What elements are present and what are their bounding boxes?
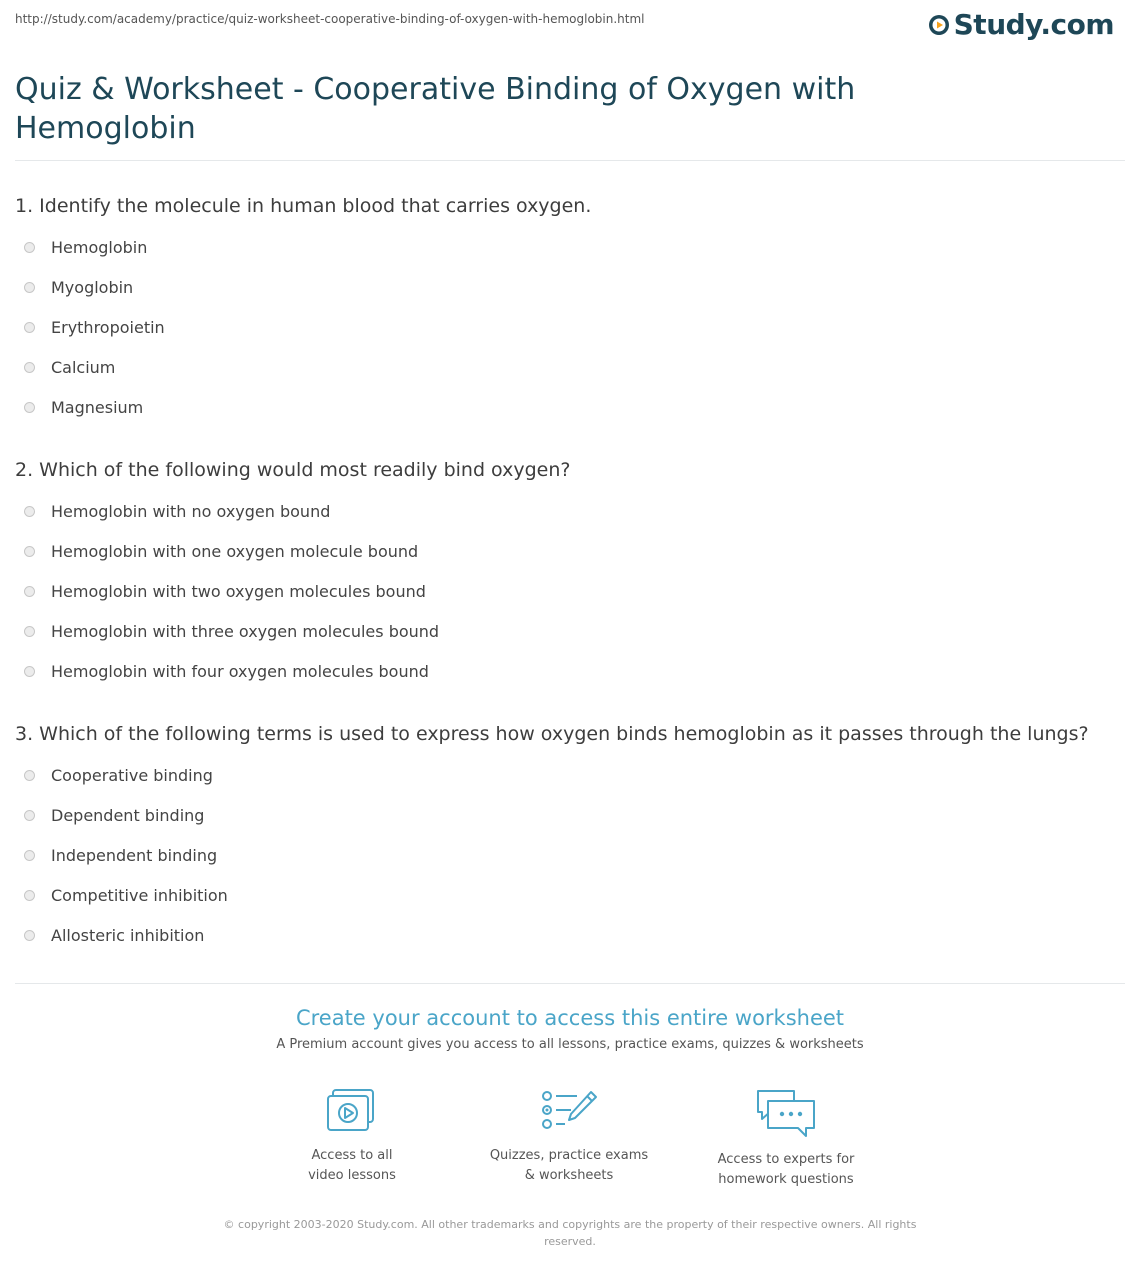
radio-button[interactable] — [24, 506, 35, 517]
radio-button[interactable] — [24, 810, 35, 821]
answer-list — [15, 227, 1135, 427]
answer-option[interactable] — [15, 651, 1135, 691]
study-logo[interactable] — [928, 8, 1114, 41]
answer-label: Dependent binding — [51, 805, 205, 825]
answer-label: Hemoglobin with four oxygen molecules bound — [51, 661, 429, 681]
answer-list — [15, 491, 1135, 691]
answer-option[interactable] — [15, 491, 1135, 531]
answer-option[interactable] — [15, 571, 1135, 611]
play-logo-icon — [928, 14, 950, 36]
page-url: http://study.com/academy/practice/quiz-worksheet-cooperative-binding-of-oxygen-with-hemoglobin.html — [15, 12, 645, 26]
radio-button[interactable] — [24, 930, 35, 941]
answer-option[interactable] — [15, 387, 1135, 427]
question-text: 2. Which of the following would most readily bind oxygen? — [15, 459, 571, 481]
video-lessons-icon — [325, 1088, 379, 1136]
answer-option[interactable] — [15, 875, 1135, 915]
radio-button[interactable] — [24, 586, 35, 597]
answer-option[interactable] — [15, 531, 1135, 571]
answer-label: Independent binding — [51, 845, 218, 865]
answer-label: Hemoglobin with one oxygen molecule bound — [51, 541, 419, 561]
copyright-footer: © copyright 2003-2020 Study.com. All other trademarks and copyrights are the property of their respective owners. All rights reserved. — [223, 1218, 917, 1248]
answer-option[interactable] — [15, 611, 1135, 651]
answer-label: Myoglobin — [51, 277, 134, 297]
radio-button[interactable] — [24, 546, 35, 557]
feature-label: Quizzes, practice exams & worksheets — [489, 1148, 649, 1183]
feature-experts — [686, 1088, 886, 1190]
answer-label: Calcium — [51, 357, 116, 377]
feature-label: Access to experts for homework questions — [717, 1152, 855, 1187]
quiz-checklist-icon — [539, 1088, 599, 1136]
radio-button[interactable] — [24, 890, 35, 901]
answer-label: Cooperative binding — [51, 765, 213, 785]
answer-option[interactable] — [15, 307, 1135, 347]
answer-label: Hemoglobin with three oxygen molecules bound — [51, 621, 440, 641]
answer-label: Hemoglobin with no oxygen bound — [51, 501, 331, 521]
answer-label: Hemoglobin with two oxygen molecules bound — [51, 581, 426, 601]
radio-button[interactable] — [24, 282, 35, 293]
cta-subtitle: A Premium account gives you access to all lessons, practice exams, quizzes & worksheets — [276, 1037, 864, 1052]
answer-option[interactable] — [15, 347, 1135, 387]
question-text: 3. Which of the following terms is used to express how oxygen binds hemoglobin as it passes through the lungs? — [15, 723, 1089, 745]
question-3 — [15, 721, 1135, 955]
page-title: Quiz & Worksheet - Cooperative Binding of Oxygen with Hemoglobin — [15, 72, 856, 146]
cta-divider — [15, 983, 1125, 984]
feature-label: Access to all video lessons — [308, 1148, 396, 1183]
answer-label: Erythropoietin — [51, 317, 165, 337]
radio-button[interactable] — [24, 242, 35, 253]
answer-label: Hemoglobin — [51, 237, 148, 257]
answer-option[interactable] — [15, 267, 1135, 307]
answer-label: Competitive inhibition — [51, 885, 228, 905]
header-divider — [15, 160, 1125, 161]
radio-button[interactable] — [24, 626, 35, 637]
answer-option[interactable] — [15, 795, 1135, 835]
logo-text: Study.com — [953, 8, 1114, 41]
answer-option[interactable] — [15, 227, 1135, 267]
radio-button[interactable] — [24, 362, 35, 373]
answer-label: Allosteric inhibition — [51, 925, 205, 945]
answer-option[interactable] — [15, 835, 1135, 875]
radio-button[interactable] — [24, 402, 35, 413]
feature-quizzes — [469, 1088, 669, 1186]
cta-title-link[interactable]: Create your account to access this entire worksheet — [295, 1006, 845, 1030]
answer-list — [15, 755, 1135, 955]
feature-video-lessons — [252, 1088, 452, 1186]
question-text: 1. Identify the molecule in human blood that carries oxygen. — [15, 195, 592, 217]
answer-label: Magnesium — [51, 397, 144, 417]
question-1 — [15, 193, 1135, 427]
radio-button[interactable] — [24, 322, 35, 333]
radio-button[interactable] — [24, 850, 35, 861]
answer-option[interactable] — [15, 915, 1135, 955]
question-2 — [15, 457, 1135, 691]
answer-option[interactable] — [15, 755, 1135, 795]
radio-button[interactable] — [24, 666, 35, 677]
radio-button[interactable] — [24, 770, 35, 781]
chat-experts-icon — [754, 1088, 818, 1140]
